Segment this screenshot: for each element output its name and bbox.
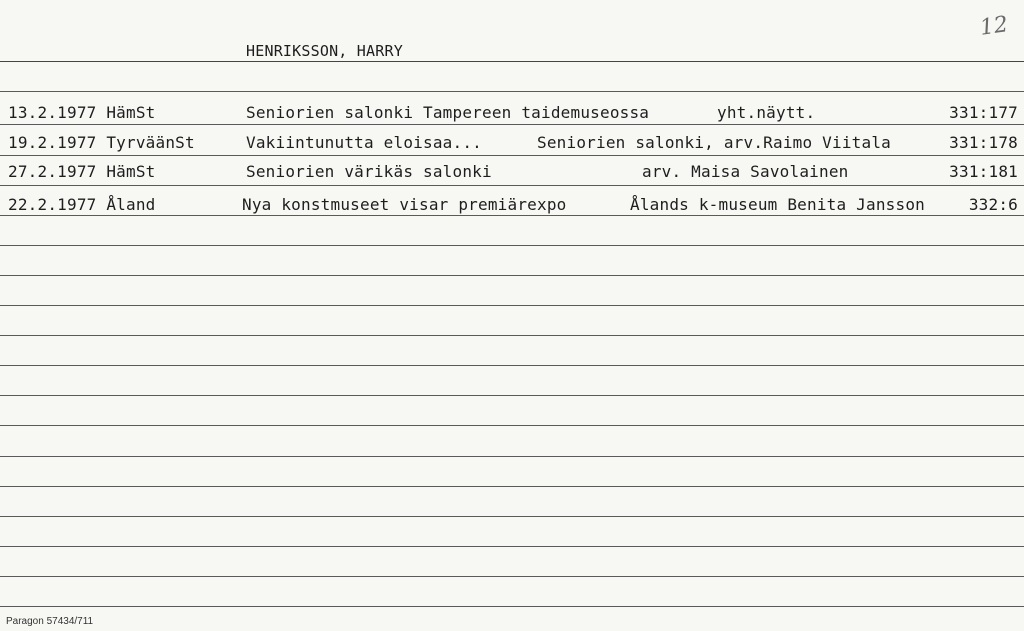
ruled-line <box>0 576 1024 577</box>
entry-title: Vakiintunutta eloisaa... <box>246 133 482 152</box>
ruled-line <box>0 215 1024 216</box>
ruled-line <box>0 395 1024 396</box>
card-imprint: Paragon 57434/711 <box>6 616 94 627</box>
entry-reference: 331:177 <box>949 103 1018 122</box>
ruled-line <box>0 425 1024 426</box>
ruled-line <box>0 335 1024 336</box>
ruled-line <box>0 606 1024 607</box>
entry-title: Seniorien värikäs salonki <box>246 162 492 181</box>
ruled-line <box>0 486 1024 487</box>
entry-date-source: 13.2.1977 HämSt <box>8 103 156 122</box>
ruled-line <box>0 516 1024 517</box>
ruled-line <box>0 305 1024 306</box>
ruled-line <box>0 365 1024 366</box>
entry-date-source: 27.2.1977 HämSt <box>8 162 156 181</box>
handwritten-card-number: 12 <box>978 12 1010 41</box>
ruled-line <box>0 546 1024 547</box>
ruled-line <box>0 124 1024 125</box>
entry-extra: arv. Maisa Savolainen <box>642 162 849 181</box>
entry-extra: yht.näytt. <box>717 103 816 122</box>
card-heading-name: HENRIKSSON, HARRY <box>246 42 403 60</box>
entry-extra: Seniorien salonki, arv.Raimo Viitala <box>537 133 891 152</box>
entry-title: Nya konstmuseet visar premiärexpo <box>242 195 567 214</box>
entry-date-source: 19.2.1977 TyrväänSt <box>8 133 195 152</box>
ruled-line <box>0 185 1024 186</box>
ruled-line <box>0 155 1024 156</box>
entry-reference: 331:178 <box>949 133 1018 152</box>
ruled-line <box>0 456 1024 457</box>
entry-title: Seniorien salonki Tampereen taidemuseossa <box>246 103 650 122</box>
entry-extra: Ålands k-museum Benita Jansson <box>630 195 925 214</box>
entry-date-source: 22.2.1977 Åland <box>8 195 156 214</box>
ruled-line <box>0 275 1024 276</box>
ruled-line <box>0 245 1024 246</box>
entry-reference: 331:181 <box>949 162 1018 181</box>
entry-reference: 332:6 <box>968 195 1018 214</box>
ruled-line <box>0 91 1024 92</box>
header-rule <box>0 61 1024 62</box>
